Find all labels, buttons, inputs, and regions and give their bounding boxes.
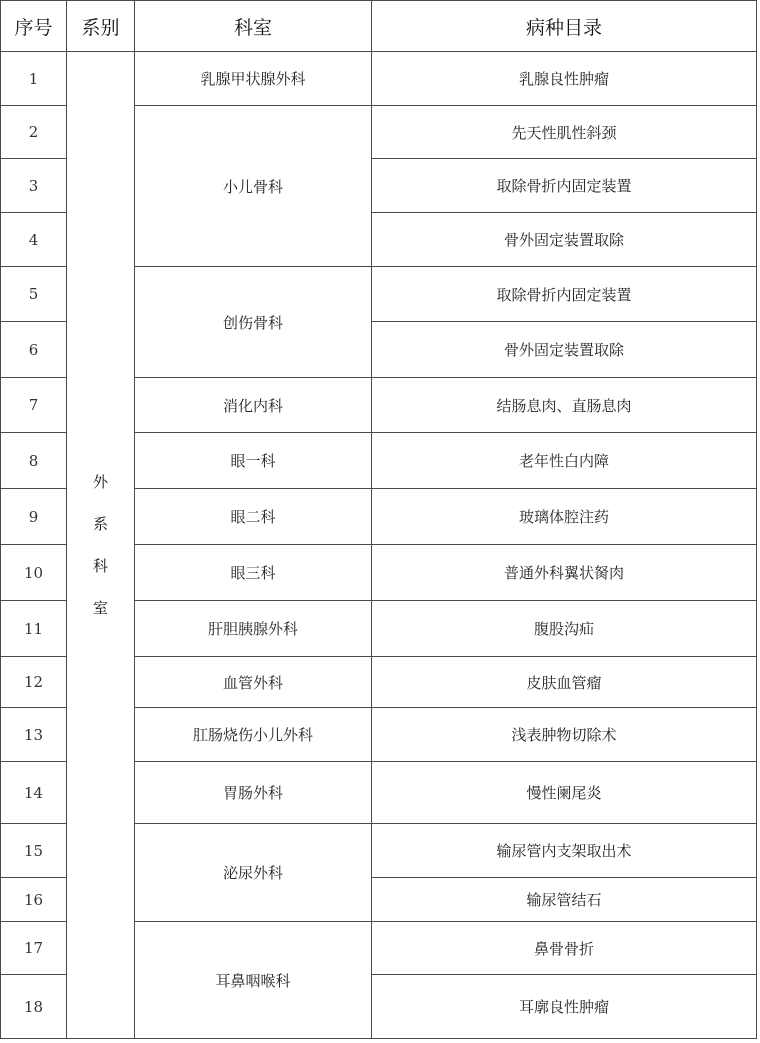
row-index: 15 bbox=[1, 824, 67, 878]
row-index: 5 bbox=[1, 267, 67, 322]
disease-cell: 取除骨折内固定装置 bbox=[372, 267, 757, 322]
department-cell: 眼二科 bbox=[135, 489, 372, 545]
series-char: 系 bbox=[92, 515, 108, 533]
header-series: 系别 bbox=[67, 1, 135, 52]
series-char: 室 bbox=[92, 599, 108, 617]
disease-cell: 输尿管结石 bbox=[372, 878, 757, 922]
row-index: 10 bbox=[1, 545, 67, 601]
disease-cell: 慢性阑尾炎 bbox=[372, 762, 757, 824]
disease-cell: 腹股沟疝 bbox=[372, 601, 757, 657]
header-disease: 病种目录 bbox=[372, 1, 757, 52]
department-cell: 眼三科 bbox=[135, 545, 372, 601]
row-index: 7 bbox=[1, 378, 67, 433]
disease-cell: 鼻骨骨折 bbox=[372, 922, 757, 975]
disease-cell: 取除骨折内固定装置 bbox=[372, 159, 757, 213]
series-char: 外 bbox=[92, 473, 108, 491]
row-index: 1 bbox=[1, 52, 67, 106]
series-char: 科 bbox=[92, 557, 108, 575]
row-index: 12 bbox=[1, 657, 67, 708]
disease-cell: 玻璃体腔注药 bbox=[372, 489, 757, 545]
department-cell: 消化内科 bbox=[135, 378, 372, 433]
disease-cell: 普通外科翼状胬肉 bbox=[372, 545, 757, 601]
disease-cell: 骨外固定装置取除 bbox=[372, 213, 757, 267]
row-index: 13 bbox=[1, 708, 67, 762]
header-row bbox=[1, 1, 757, 52]
row-index: 6 bbox=[1, 322, 67, 378]
department-cell: 泌尿外科 bbox=[135, 824, 372, 922]
disease-cell: 先天性肌性斜颈 bbox=[372, 106, 757, 159]
header-department: 科室 bbox=[135, 1, 372, 52]
row-index: 3 bbox=[1, 159, 67, 213]
row-index: 16 bbox=[1, 878, 67, 922]
department-cell: 乳腺甲状腺外科 bbox=[135, 52, 372, 106]
disease-cell: 乳腺良性肿瘤 bbox=[372, 52, 757, 106]
department-cell: 眼一科 bbox=[135, 433, 372, 489]
department-cell: 血管外科 bbox=[135, 657, 372, 708]
department-cell: 肛肠烧伤小儿外科 bbox=[135, 708, 372, 762]
disease-cell: 老年性白内障 bbox=[372, 433, 757, 489]
row-index: 18 bbox=[1, 975, 67, 1039]
department-cell: 小儿骨科 bbox=[135, 106, 372, 267]
row-index: 9 bbox=[1, 489, 67, 545]
department-cell: 创伤骨科 bbox=[135, 267, 372, 378]
disease-cell: 输尿管内支架取出术 bbox=[372, 824, 757, 878]
series-cell bbox=[67, 52, 135, 1039]
department-cell: 胃肠外科 bbox=[135, 762, 372, 824]
disease-cell: 骨外固定装置取除 bbox=[372, 322, 757, 378]
row-index: 2 bbox=[1, 106, 67, 159]
row-index: 14 bbox=[1, 762, 67, 824]
disease-cell: 结肠息肉、直肠息肉 bbox=[372, 378, 757, 433]
row-index: 4 bbox=[1, 213, 67, 267]
disease-cell: 耳廓良性肿瘤 bbox=[372, 975, 757, 1039]
row-index: 17 bbox=[1, 922, 67, 975]
department-cell: 肝胆胰腺外科 bbox=[135, 601, 372, 657]
row-index: 8 bbox=[1, 433, 67, 489]
header-index: 序号 bbox=[1, 1, 67, 52]
disease-cell: 皮肤血管瘤 bbox=[372, 657, 757, 708]
table-row bbox=[1, 52, 757, 106]
department-cell: 耳鼻咽喉科 bbox=[135, 922, 372, 1039]
row-index: 11 bbox=[1, 601, 67, 657]
disease-cell: 浅表肿物切除术 bbox=[372, 708, 757, 762]
